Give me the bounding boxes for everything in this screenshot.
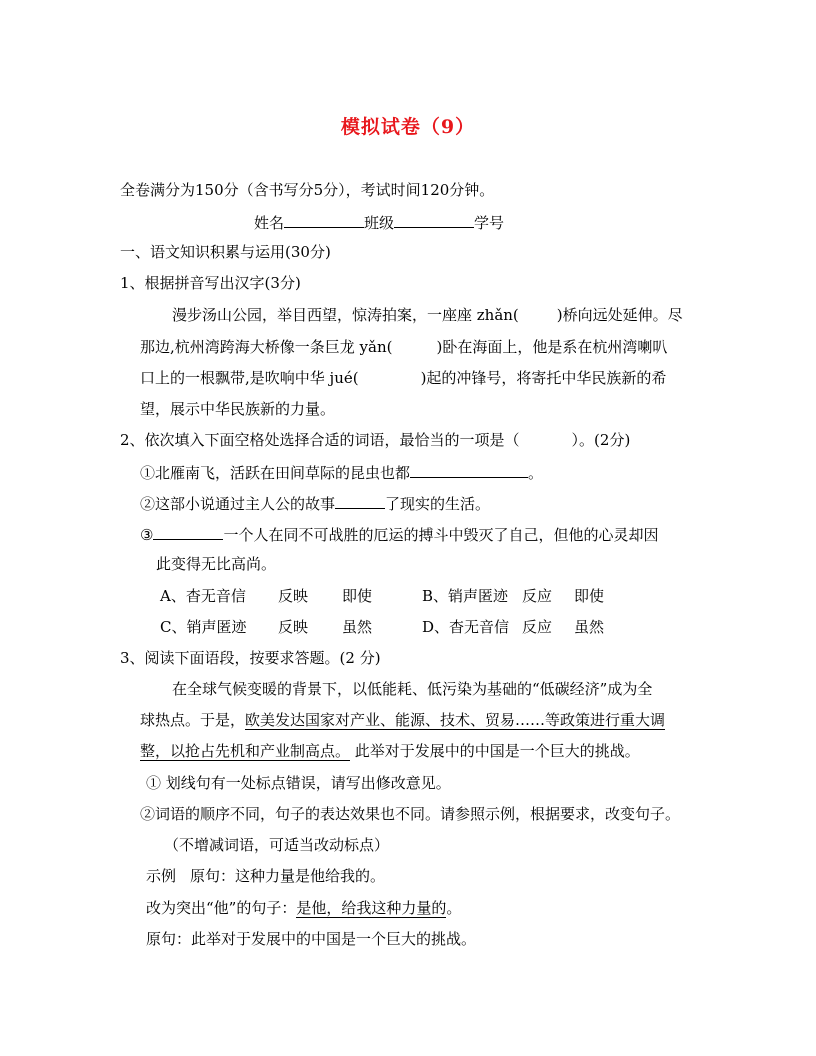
number-label: 学号 (474, 214, 505, 232)
example-text: 原句：这种力量是他给我的。 (190, 867, 386, 885)
option-b-word1[interactable]: B、销声匿迹 (422, 587, 509, 605)
class-blank[interactable] (394, 211, 474, 228)
underlined-example: 是他，给我这种力量的 (296, 899, 447, 917)
underlined-sentence: 整，以抢占先机和产业制高点。 (140, 742, 351, 760)
option-c-word3: 虽然 (342, 618, 373, 636)
q3-text: 此举对于发展中的中国是一个巨大的挑战。 (350, 742, 640, 760)
class-label: 班级 (364, 214, 395, 232)
q1-paragraph-line: 望，展示中华民族新的力量。 (140, 400, 336, 418)
q1-text: )起的冲锋号，将寄托中华民族新的希 (420, 369, 667, 387)
option-d-word3: 虽然 (574, 618, 605, 636)
option-b-word2: 反应 (522, 587, 553, 605)
sentence-text: ②这部小说通过主人公的故事 (140, 495, 336, 513)
example-text: 。 (446, 899, 462, 917)
q1-text: 漫步汤山公园，举目西望，惊涛拍案，一座座 zhǎn( (172, 306, 519, 324)
option-a-word3: 即使 (342, 587, 373, 605)
q1-paragraph-line (140, 337, 667, 357)
option-a-word2: 反映 (278, 587, 309, 605)
example-rewrite (146, 898, 461, 918)
q2-title-text: 2、依次填入下面空格处选择合适的词语，最恰当的一项是（ (120, 431, 520, 449)
sentence-text: 了现实的生活。 (385, 495, 491, 513)
q1-paragraph-line (140, 368, 666, 388)
q2-sentence-2 (140, 492, 490, 514)
example-line (146, 866, 385, 886)
underlined-sentence: 欧美发达国家对产业、能源、技术、贸易……等政策进行重大调 (245, 711, 666, 729)
q2-title-text: ）。(2分) (571, 431, 631, 449)
q3-sub1: ① 划线句有一处标点错误，请写出修改意见。 (146, 774, 451, 792)
fill-blank[interactable] (410, 461, 528, 478)
q2-sentence-3-cont: 此变得无比高尚。 (156, 555, 277, 573)
original-sentence: 原句：此举对于发展中的中国是一个巨大的挑战。 (146, 930, 477, 948)
q1-title: 1、根据拼音写出汉字(3分) (120, 274, 301, 292)
option-c-word1[interactable]: C、销声匿迹 (160, 618, 247, 636)
option-d-word1[interactable]: D、杳无音信 (422, 618, 510, 636)
q1-text: 那边,杭州湾跨海大桥像一条巨龙 yǎn( (140, 338, 393, 356)
option-b-word3: 即使 (574, 587, 605, 605)
fill-blank[interactable] (335, 492, 385, 509)
student-info (254, 211, 504, 233)
q2-sentence-3 (140, 523, 658, 545)
q2-title (120, 430, 630, 450)
name-blank[interactable] (284, 211, 364, 228)
example-text: 改为突出“他”的句子： (146, 899, 297, 917)
q3-paragraph-line (140, 710, 665, 730)
q1-text: 口上的一根飘带,是吹响中华 jué( (140, 369, 359, 387)
q3-sub2: ②词语的顺序不同，句子的表达效果也不同。请参照示例，根据要求，改变句子。 (140, 805, 681, 823)
q3-note: （不增减词语，可适当改动标点） (164, 836, 390, 854)
q3-text: 球热点。于是， (140, 711, 246, 729)
q3-paragraph-line (140, 741, 640, 761)
name-label: 姓名 (254, 214, 285, 232)
option-c-word2: 反映 (278, 618, 309, 636)
option-row (160, 617, 604, 637)
exam-intro: 全卷满分为150分（含书写分5分），考试时间120分钟。 (120, 181, 495, 199)
q1-paragraph-line (172, 305, 683, 325)
option-a-word1[interactable]: A、杳无音信 (160, 587, 246, 605)
option-row (160, 586, 604, 606)
option-d-word2: 反应 (522, 618, 553, 636)
sentence-text: 一个人在同不可战胜的厄运的搏斗中毁灭了自己，但他的心灵却因 (223, 526, 659, 544)
q1-text: )卧在海面上，他是系在杭州湾喇叭 (436, 338, 668, 356)
page-title: 模拟试卷（9） (340, 116, 476, 138)
sentence-text: ③ (140, 526, 154, 544)
section-heading: 一、语文知识积累与运用(30分) (120, 243, 331, 261)
q3-paragraph-line: 在全球气候变暖的背景下，以低能耗、低污染为基础的“低碳经济”成为全 (172, 680, 653, 698)
sentence-text: 。 (528, 464, 544, 482)
q1-text: )桥向远处延伸。尽 (556, 306, 683, 324)
q2-sentence-1 (140, 461, 543, 483)
q3-title: 3、阅读下面语段，按要求答题。(2 分) (120, 649, 381, 667)
sentence-text: ①北雁南飞，活跃在田间草际的昆虫也都 (140, 464, 411, 482)
example-label: 示例 (146, 867, 177, 885)
fill-blank[interactable] (153, 523, 223, 540)
